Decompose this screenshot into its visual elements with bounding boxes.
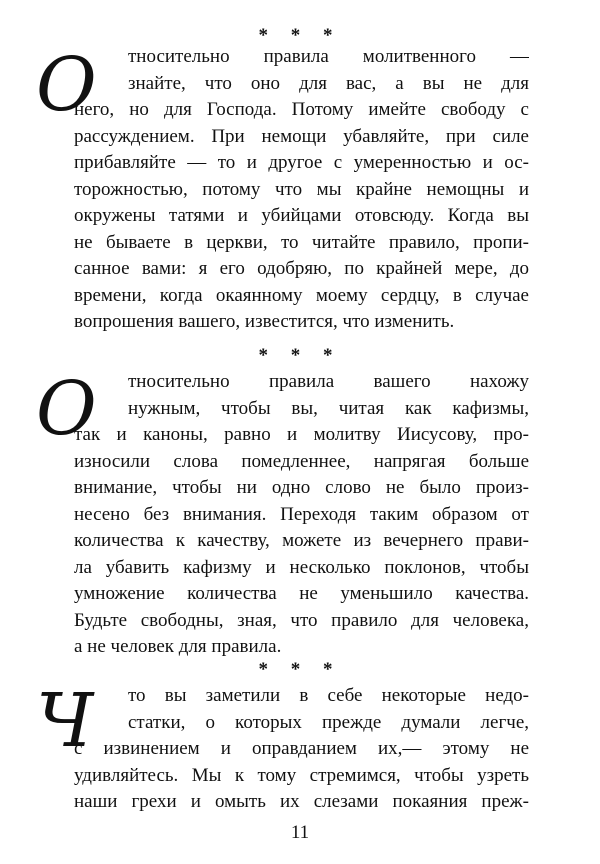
page-number: 11 — [290, 822, 310, 843]
text-line: не бываете в церкви, то читайте правило, пропи- — [74, 231, 529, 253]
text-line: рассуждением. При немощи убавляйте, при силе — [74, 125, 529, 147]
text-line: то вы заметили в себе некоторые недо- — [128, 685, 529, 706]
section-divider: * * * — [258, 25, 342, 46]
paragraph — [74, 44, 529, 336]
text-line: санное вами: я его одобряю, по крайней мере, до — [74, 258, 529, 279]
text-line: тносительно правила молитвенного — — [128, 46, 529, 67]
text-line: умножение количества не уменьшило качества. — [74, 583, 529, 604]
text-line: с извинением и оправданием их,— этому не — [74, 738, 529, 759]
text-line: времени, когда окаянному моему сердцу, в случае — [74, 284, 529, 306]
text-line: знайте, что оно для вас, а вы не для — [128, 72, 529, 94]
text-line: наши грехи и омыть их слезами покаяния преж- — [74, 791, 529, 812]
section-divider: * * * — [258, 659, 342, 680]
text-line: вопрошения вашего, известится, что изменить. — [74, 311, 455, 332]
text-line: окружены татями и убийцами отовсюду. Когда вы — [74, 205, 529, 226]
text-line: тносительно правила вашего нахожу — [128, 371, 529, 392]
drop-cap: О — [36, 366, 97, 452]
text-line: ла убавить кафизму и несколько поклонов, чтобы — [74, 556, 529, 578]
text-line: него, но для Господа. Потому имейте свободу с — [74, 99, 529, 120]
text-line: несено без внимания. Переходя таким образом от — [74, 503, 529, 525]
text-line: а не человек для правила. — [74, 636, 282, 657]
paragraph — [74, 369, 529, 661]
text-line: удивляйтесь. Мы к тому стремимся, чтобы узреть — [74, 764, 529, 786]
text-line: количества к качеству, можете из вечернего прави- — [74, 530, 529, 551]
section-divider: * * * — [258, 345, 342, 366]
text-line: статки, о которых прежде думали легче, — [128, 711, 529, 733]
paragraph — [74, 683, 529, 816]
text-line: внимание, чтобы ни одно слово не было произ- — [74, 477, 529, 498]
text-line: износили слова помедленнее, напрягая больше — [74, 450, 529, 472]
text-line: Будьте свободны, зная, что правило для человека, — [74, 609, 529, 631]
drop-cap: О — [36, 42, 97, 128]
text-line: так и каноны, равно и молитву Иисусову, про- — [74, 424, 529, 445]
drop-cap: Ч — [36, 678, 94, 764]
text-line: торожностью, потому что мы крайне немощны и — [74, 178, 529, 200]
text-line: прибавляйте — то и другое с умеренностью и ос- — [74, 152, 529, 173]
text-line: нужным, чтобы вы, читая как кафизмы, — [128, 397, 529, 419]
